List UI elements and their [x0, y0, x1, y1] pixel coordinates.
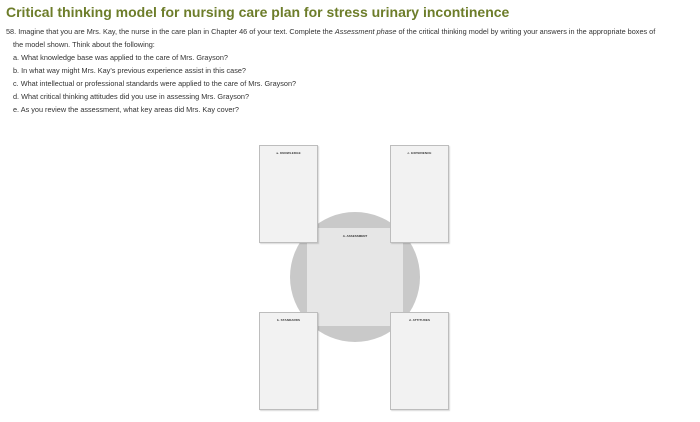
attitudes-box [390, 312, 449, 410]
experience-label: c. EXPERIENCE [407, 151, 432, 155]
question-intro-emphasis: Assessment phase [334, 27, 397, 36]
standards-label: b. STANDARDS [276, 318, 301, 322]
standards-box [259, 312, 318, 410]
page-title: Critical thinking model for nursing care plan for stress urinary incontinence [6, 4, 510, 20]
question-intro-part1: Imagine that you are Mrs. Kay, the nurse in the care plan in Chapter 46 of your text. Complete the [18, 27, 333, 36]
attitudes-label: d. ATTITUDES [408, 318, 431, 322]
question-item-b: b. In what way might Mrs. Kay's previous experience assist in this case? [13, 66, 246, 75]
question-intro-part2: of the critical thinking model by writing your answers in the appropriate boxes of [398, 27, 656, 36]
knowledge-box [259, 145, 318, 243]
question-item-c: c. What intellectual or professional standards were applied to the care of Mrs. Grayson? [13, 79, 297, 88]
question-number: 58. [6, 27, 17, 36]
question-intro-line2: the model shown. Think about the following: [13, 40, 155, 49]
experience-box [390, 145, 449, 243]
knowledge-label: a. KNOWLEDGE [276, 151, 301, 155]
question-item-d: d. What critical thinking attitudes did you use in assessing Mrs. Grayson? [13, 92, 250, 101]
question-item-e: e. As you review the assessment, what key areas did Mrs. Kay cover? [13, 105, 239, 114]
assessment-box [307, 228, 403, 326]
question-item-a: a. What knowledge base was applied to the care of Mrs. Grayson? [13, 53, 228, 62]
assessment-label: A. ASSESSMENT [342, 234, 368, 238]
